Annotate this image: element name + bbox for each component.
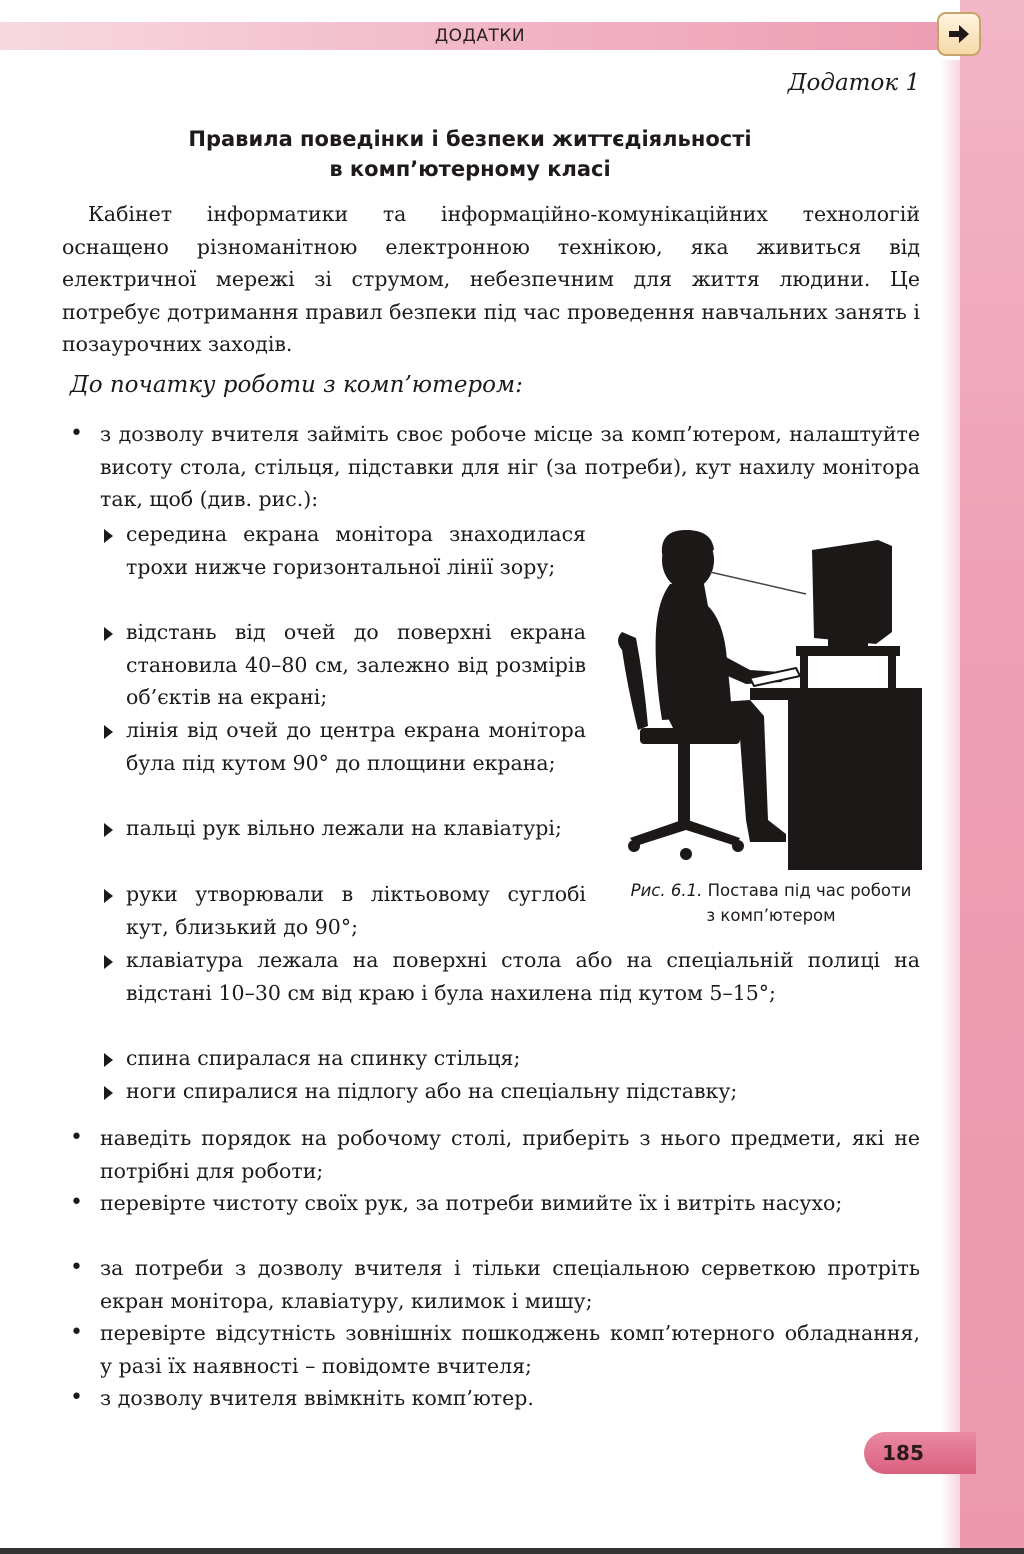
triangle-bullet-icon — [104, 823, 113, 837]
sub-list-item-text: руки утворювали в ліктьовому суглобі кут, близький до 90°; — [126, 882, 586, 939]
desk-cabinet — [788, 700, 922, 870]
caption-text: Постава під час роботи з комп’ютером — [706, 881, 912, 925]
triangle-bullet-icon — [104, 529, 113, 543]
sub-list-item-text: клавіатура лежала на поверхні стола або на спеціальній полиці на відстані 10–30 см від краю і була нахилена під кутом 5–15°; — [126, 948, 920, 1005]
page-number: 185 — [882, 1441, 924, 1465]
sub-list-item-text: лінія від очей до центра екрана монітора була під кутом 90° до площини екрана; — [126, 718, 586, 775]
title-line: в комп’ютерному класі — [329, 157, 611, 181]
intro-paragraph: Кабінет інформатики та інформаційно-комунікаційних технологій оснащено різноманітною електронною технікою, яка живиться від електричної мережі зі струмом, небезпечним для життя людини. Це потребує дотримання правил безпеки під час проведення навчальних занять і позаурочних заходів. — [62, 202, 920, 356]
sub-list-item — [104, 616, 586, 714]
sight-line — [710, 572, 806, 594]
chair-seat — [640, 728, 740, 744]
title-line: Правила поведінки і безпеки життєдіяльності — [188, 127, 752, 151]
sub-list-item — [104, 518, 586, 583]
list-item-text: з дозволу вчителя займіть своє робоче місце за комп’ютером, налаштуйте висоту стола, стільця, підставки для ніг (за потреби), кут нахилу монітора так, щоб (див. рис.): — [100, 422, 920, 511]
sub-list-item — [104, 714, 586, 779]
bullet-icon: • — [70, 1320, 83, 1345]
sub-list-item — [104, 1075, 920, 1108]
triangle-bullet-icon — [104, 1053, 113, 1067]
triangle-bullet-icon — [104, 627, 113, 641]
page-title — [130, 124, 810, 184]
section-heading: До початку роботи з комп’ютером: — [70, 372, 523, 398]
list-item-text: наведіть порядок на робочому столі, приберіть з нього предмети, які не потрібні для роботи; — [100, 1126, 920, 1183]
bullet-icon: • — [70, 1255, 83, 1280]
section-title: ДОДАТКИ — [434, 26, 526, 46]
chair-back — [618, 632, 648, 730]
side-band-gradient — [940, 60, 960, 1554]
list-item — [70, 418, 920, 516]
figure-caption — [626, 878, 916, 928]
arrow-right-icon — [947, 23, 971, 45]
sub-list-item — [104, 812, 586, 845]
list-item-text: перевірте відсутність зовнішніх пошкоджень комп’ютерного обладнання, у разі їх наявності – повідомте вчителя; — [100, 1321, 920, 1378]
sub-list-item-text: пальці рук вільно лежали на клавіатурі; — [126, 816, 562, 840]
next-page-button[interactable] — [937, 12, 981, 56]
list-item-text: за потреби з дозволу вчителя і тільки спеціальною серветкою протріть екран монітора, клавіатуру, килимок і мишу; — [100, 1256, 920, 1313]
triangle-bullet-icon — [104, 725, 113, 739]
caption-label: Рис. 6.1. — [630, 881, 703, 900]
sub-list-item-text: середина екрана монітора знаходилася трохи нижче горизонтальної лінії зору; — [126, 522, 586, 579]
triangle-bullet-icon — [104, 955, 113, 969]
sub-list-item-text: ноги спиралися на підлогу або на спеціальну підставку; — [126, 1079, 738, 1103]
sub-list-item-text: спина спиралася на спинку стільця; — [126, 1046, 521, 1070]
triangle-bullet-icon — [104, 889, 113, 903]
list-item — [70, 1252, 920, 1317]
bullet-icon: • — [70, 1190, 83, 1215]
sub-list-item — [104, 944, 920, 1009]
list-item — [70, 1317, 920, 1382]
sub-list-item — [104, 878, 586, 943]
list-item — [70, 1122, 920, 1187]
side-band — [960, 0, 1024, 1554]
posture-figure — [600, 520, 930, 870]
list-item-text: перевірте чистоту своїх рук, за потреби вимийте їх і витріть насухо; — [100, 1191, 843, 1215]
bullet-icon: • — [70, 1385, 83, 1410]
chair-base — [630, 820, 740, 846]
list-item-text: з дозволу вчителя ввімкніть комп’ютер. — [100, 1386, 534, 1410]
monitor-icon — [812, 540, 892, 644]
sub-list-item-text: відстань від очей до поверхні екрана становила 40–80 см, залежно від розмірів об’єктів на екрані; — [126, 620, 586, 709]
monitor-shelf — [796, 646, 900, 656]
list-item — [70, 1187, 920, 1220]
list-item — [70, 1382, 920, 1415]
sub-list-item — [104, 1042, 920, 1075]
appendix-label: Додаток 1 — [787, 70, 920, 96]
desk-top — [750, 688, 922, 700]
bullet-icon: • — [70, 1125, 83, 1150]
bullet-icon: • — [70, 421, 83, 446]
triangle-bullet-icon — [104, 1086, 113, 1100]
bottom-border — [0, 1548, 1024, 1554]
